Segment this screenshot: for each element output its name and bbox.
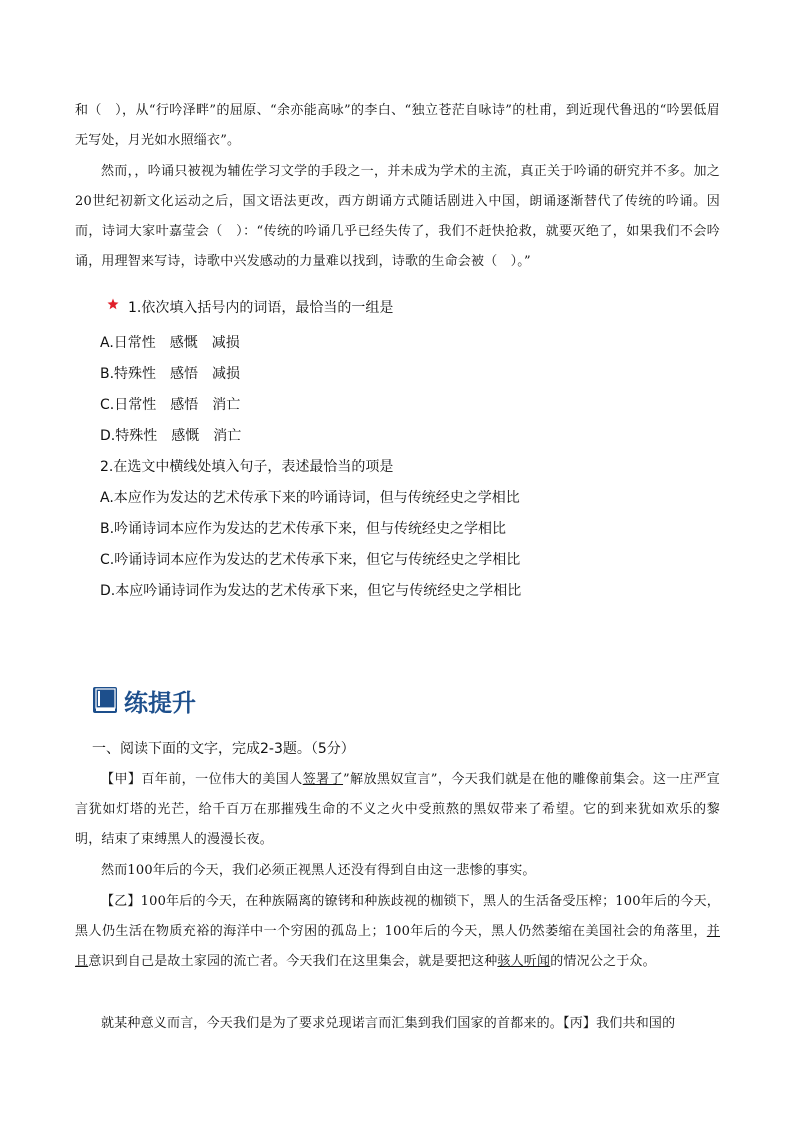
question-1-option-a[interactable]: A.日常性 感慨 减损 (100, 335, 240, 351)
label-bing: 【丙】 (563, 1016, 597, 1031)
last-text-a: 就某种意义而言，今天我们是为了要求兑现诺言而汇集到我们国家的首都来的。 (101, 1016, 564, 1031)
question-2-option-b[interactable]: B.吟诵诗词本应作为发达的艺术传承下来，但与传统经史之学相比 (100, 521, 507, 537)
question-1-option-b[interactable]: B.特殊性 感悟 减损 (100, 366, 241, 382)
question-1-option-c[interactable]: C.日常性 感悟 消亡 (100, 397, 241, 413)
reading-paragraph-yi (75, 887, 720, 977)
book-icon (92, 686, 118, 714)
reading-paragraph-then: 然而100年后的今天，我们必须正视黑人还没有得到自由这一悲惨的事实。 (101, 863, 536, 878)
question-2-option-a[interactable]: A.本应作为发达的艺术传承下来的吟诵诗词，但与传统经史之学相比 (100, 490, 520, 506)
yi-text-a: 100年后的今天，在种族隔离的镣铐和种族歧视的枷锁下，黑人的生活备受压榨；100年后的今天，黑人仍生活在物质充裕的海洋中一个穷困的孤岛上；100年后的今天，黑人仍然萎缩在美国社会的角落里， (75, 894, 720, 939)
section-title: 练提升 (124, 688, 196, 717)
question-1-option-d[interactable]: D.特殊性 感慨 消亡 (100, 428, 242, 444)
section-heading (92, 683, 196, 717)
reading-paragraph-jia (75, 765, 720, 855)
question-2-option-d[interactable]: D.本应吟诵诗词作为发达的艺术传承下来，但它与传统经史之学相比 (100, 583, 522, 599)
last-text-b: 我们共和国的 (596, 1016, 676, 1031)
jia-underlined: 签署了 (302, 772, 344, 787)
question-2-stem: 2.在选文中横线处填入句子，表述最恰当的项是 (100, 459, 394, 475)
star-icon (107, 298, 119, 310)
question-2-option-c[interactable]: C.吟诵诗词本应作为发达的艺术传承下来，但它与传统经史之学相比 (100, 552, 521, 568)
reading-instruction: 一、阅读下面的文字，完成2-3题。（5分） (92, 741, 355, 757)
jia-text-a: 百年前，一位伟大的美国人 (141, 772, 303, 787)
label-yi: 【乙】 (101, 894, 141, 909)
question-1-stem: 1.依次填入括号内的词语，最恰当的一组是 (128, 300, 394, 316)
yi-underlined-2: 骇人听闻 (497, 954, 551, 969)
reading-paragraph-last (75, 1009, 720, 1039)
passage-paragraph-2: 然而，，吟诵只被视为辅佐学习文学的手段之一，并未成为学术的主流，真正关于吟诵的研究并不多。加之20世纪初新文化运动之后，国文语法更改，西方朗诵方式随话剧进入中国，朗诵逐渐替代了传统的吟诵。因而，诗词大家叶嘉莹会（ ）：“传统的吟诵几乎已经失传了，我们不赶快抢救，就要灭绝了，如果我们不会吟诵，用理智来写诗，诗歌中兴发感动的力量难以找到，诗歌的生命会被（ ）。” (75, 164, 720, 269)
yi-text-b: 意识到自己是故土家园的流亡者。今天我们在这里集会，就是要把这种 (88, 954, 498, 969)
yi-underlined-1: 并且 (75, 924, 720, 969)
yi-text-c: 的情况公之于众。 (550, 954, 656, 969)
label-jia: 【甲】 (101, 772, 142, 787)
jia-text-b: ”解放黑奴宣言”，今天我们就是在他的雕像前集会。这一庄严宣言犹如灯塔的光芒，给千百万在那摧残生命的不义之火中受煎熬的黑奴带来了希望。它的到来犹如欢乐的黎明，结束了束缚黑人的漫漫长夜。 (75, 772, 720, 847)
passage-paragraph-1: 和（ ），从“行吟泽畔”的屈原、“余亦能高咏”的李白、“独立苍茫自咏诗”的杜甫，到近现代鲁迅的“吟罢低眉无写处，月光如水照缁衣”。 (75, 103, 720, 148)
